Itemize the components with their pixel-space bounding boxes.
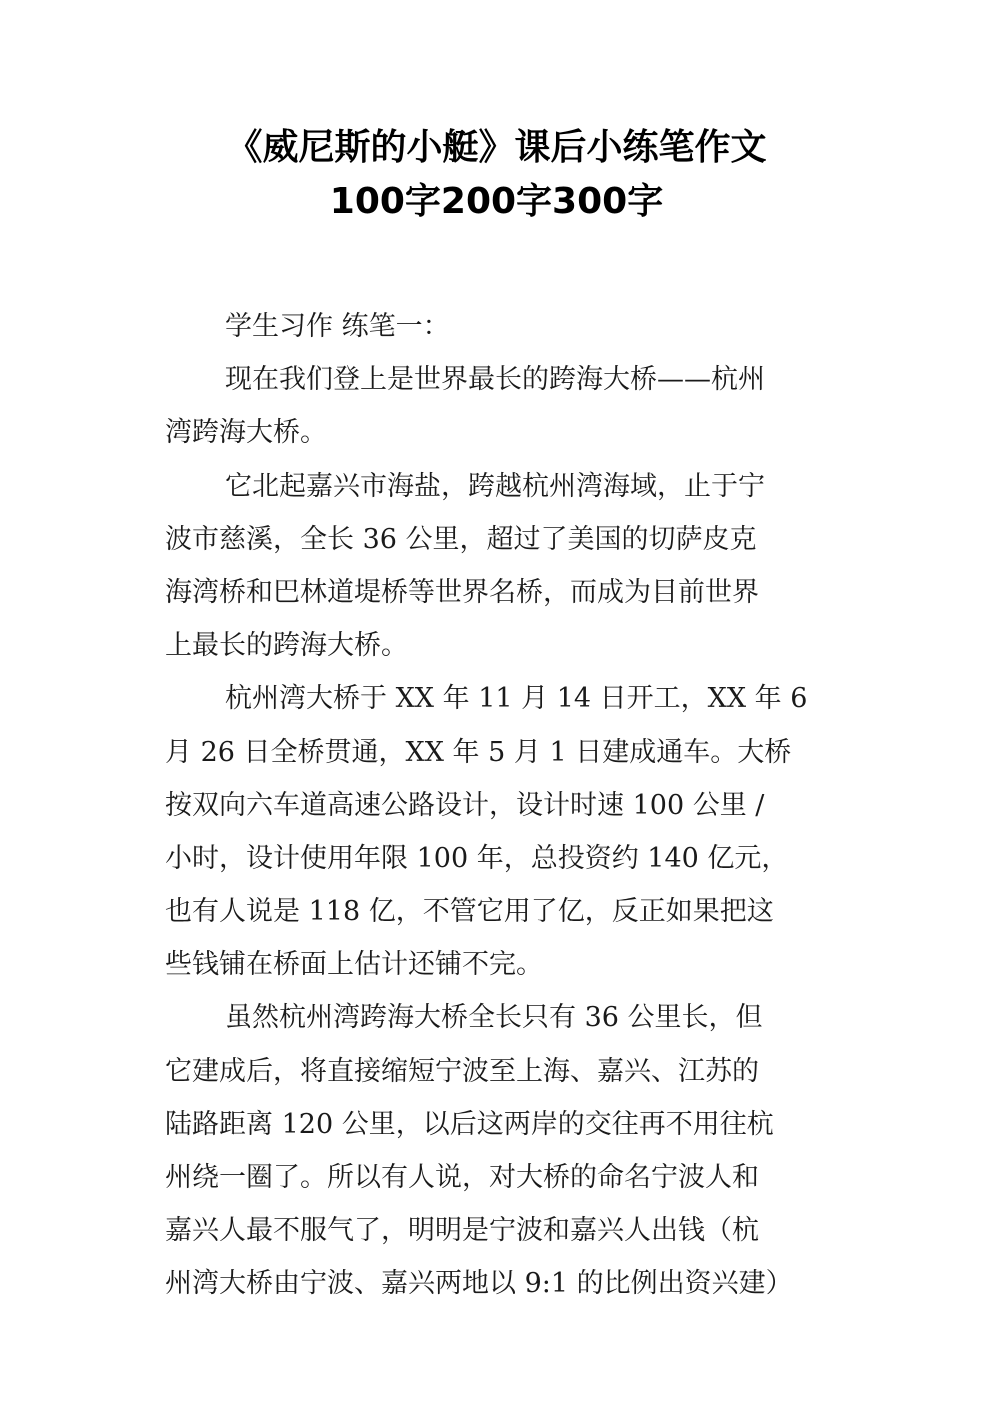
document-title-line-1: 《威尼斯的小艇》课后小练笔作文	[226, 127, 767, 168]
body-line: 些钱铺在桥面上估计还铺不完。	[165, 949, 543, 981]
body-line: 小时，设计使用年限 100 年，总投资约 140 亿元，	[165, 842, 789, 874]
body-line: 现在我们登上是世界最长的跨海大桥——杭州	[225, 364, 765, 396]
body-line: 杭州湾大桥于 XX 年 11 月 14 日开工，XX 年 6	[225, 683, 808, 715]
body-line: 波市慈溪，全长 36 公里，超过了美国的切萨皮克	[165, 523, 757, 555]
body-line: 海湾桥和巴林道堤桥等世界名桥，而成为目前世界	[165, 576, 759, 608]
body-line: 按双向六车道高速公路设计，设计时速 100 公里 /	[165, 789, 765, 821]
body-line: 陆路距离 120 公里，以后这两岸的交往再不用往杭	[165, 1108, 774, 1140]
body-line: 月 26 日全桥贯通，XX 年 5 月 1 日建成通车。大桥	[165, 736, 792, 768]
body-line: 它建成后，将直接缩短宁波至上海、嘉兴、江苏的	[165, 1055, 759, 1087]
body-line: 上最长的跨海大桥。	[165, 630, 408, 662]
body-line: 虽然杭州湾跨海大桥全长只有 36 公里长，但	[225, 1002, 763, 1034]
document-title-line-2: 100字200字300字	[329, 181, 664, 222]
document-body	[165, 300, 835, 1311]
body-line: 州湾大桥由宁波、嘉兴两地以 9:1 的比例出资兴建）	[165, 1268, 793, 1300]
body-line: 州绕一圈了。所以有人说，对大桥的命名宁波人和	[165, 1162, 759, 1193]
body-line: 嘉兴人最不服气了，明明是宁波和嘉兴人出钱（杭	[165, 1215, 759, 1247]
body-line: 学生习作 练笔一：	[225, 311, 450, 342]
body-line: 也有人说是 118 亿，不管它用了亿，反正如果把这	[165, 896, 774, 928]
body-line: 湾跨海大桥。	[165, 417, 327, 449]
body-line: 它北起嘉兴市海盐，跨越杭州湾海域，止于宁	[225, 470, 765, 502]
